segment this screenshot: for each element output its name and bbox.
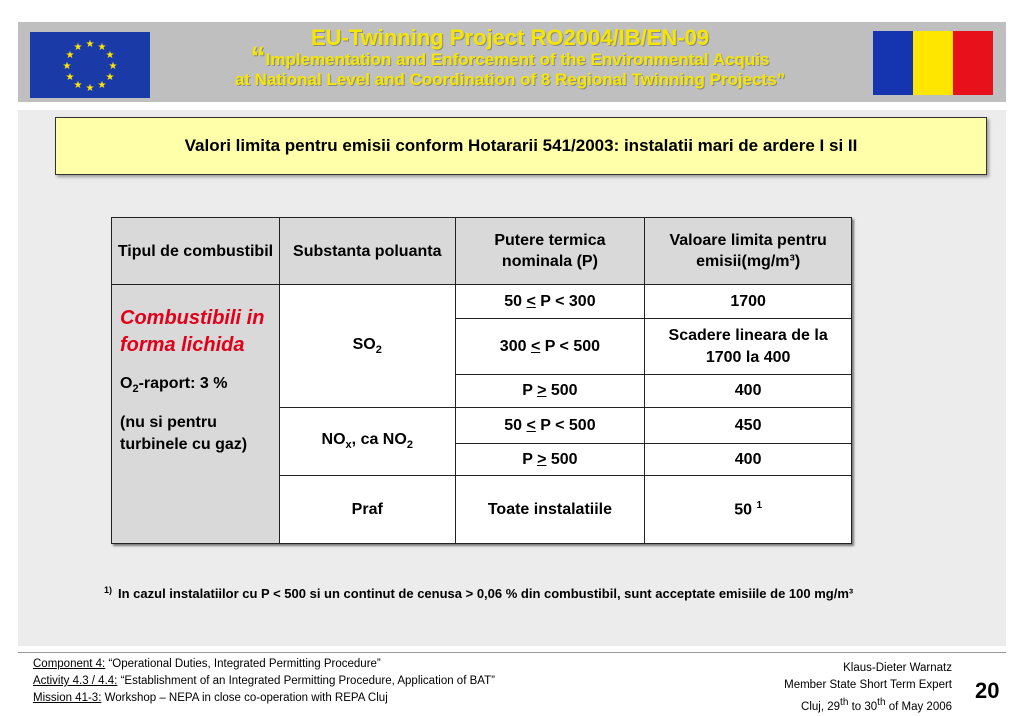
footer-divider bbox=[18, 652, 1006, 653]
limit-value: 50 $^1$ bbox=[645, 476, 852, 544]
header-title bbox=[160, 26, 860, 90]
header-fuel-type: Tipul de combustibil bbox=[112, 218, 280, 285]
romania-flag-icon bbox=[873, 31, 993, 95]
svg-text:★: ★ bbox=[97, 80, 107, 91]
limit-value: Scadere lineara de la 1700 la 400 bbox=[645, 319, 852, 375]
header-thermal-power: Putere termica nominala (P) bbox=[455, 218, 645, 285]
pollutant-dust: Praf bbox=[279, 476, 455, 544]
power-range: 50 < P < 300 bbox=[455, 285, 645, 319]
svg-text:★: ★ bbox=[85, 83, 95, 94]
power-range: 300 < P < 500 bbox=[455, 319, 645, 375]
footer-role: Member State Short Term Expert bbox=[784, 679, 952, 691]
power-range: P > 500 bbox=[455, 375, 645, 408]
svg-text:★: ★ bbox=[105, 50, 115, 61]
pollutant-nox: $NO_x$, ca $NO_2$ bbox=[279, 408, 455, 476]
footnote-mark: 1) bbox=[104, 585, 113, 595]
footer-mission: Mission 41-3: Workshop – NEPA in close co-operation with REPA Cluj bbox=[33, 692, 388, 704]
svg-text:★: ★ bbox=[97, 42, 107, 53]
emission-limits-table bbox=[111, 217, 852, 544]
gas-turbine-note: (nu si pentru turbinele cu gaz) bbox=[120, 414, 248, 454]
power-range: Toate instalatiile bbox=[455, 476, 645, 544]
project-title: EU-Twinning Project RO2004/IB/EN-09 bbox=[310, 25, 710, 50]
header-limit-value: Valoare limita pentru emisii(mg/m³) bbox=[645, 218, 852, 285]
svg-text:★: ★ bbox=[108, 61, 118, 72]
table-header-row bbox=[112, 218, 852, 285]
footnote bbox=[104, 580, 924, 604]
fuel-type-cell bbox=[112, 285, 280, 544]
limit-value: 400 bbox=[645, 444, 852, 476]
footer-component: Component 4: “Operational Duties, Integrated Permitting Procedure” bbox=[33, 658, 381, 670]
svg-text:★: ★ bbox=[62, 61, 72, 72]
limit-value: 400 bbox=[645, 375, 852, 408]
project-subtitle-2: at National Level and Coordination of 8 Regional Twinning Projects” bbox=[234, 70, 786, 89]
eu-flag-icon bbox=[30, 32, 150, 98]
footer-project-info bbox=[33, 656, 495, 707]
svg-text:★: ★ bbox=[65, 72, 75, 83]
footer-author-info bbox=[690, 660, 952, 716]
footer-author: Klaus-Dieter Warnatz bbox=[843, 662, 952, 674]
svg-text:★: ★ bbox=[73, 80, 83, 91]
page-number: 20 bbox=[975, 678, 1000, 703]
header-pollutant: Substanta poluanta bbox=[279, 218, 455, 285]
svg-text:★: ★ bbox=[85, 39, 95, 50]
power-range: P > 500 bbox=[455, 444, 645, 476]
power-range: 50 < P < 500 bbox=[455, 408, 645, 444]
footer-activity: Activity 4.3 / 4.4: “Establishment of an Integrated Permitting Procedure, Application of BAT” bbox=[33, 675, 495, 687]
fuel-type-label: Combustibili in forma lichida bbox=[120, 307, 265, 356]
limit-value: 450 bbox=[645, 408, 852, 444]
o2-ratio: $O_2$-raport: 3 % bbox=[120, 375, 228, 396]
footer-date: Cluj, 29th to 30th of May 2006 bbox=[801, 697, 952, 713]
svg-text:★: ★ bbox=[73, 42, 83, 53]
svg-text:★: ★ bbox=[105, 72, 115, 83]
limit-value: 1700 bbox=[645, 285, 852, 319]
project-subtitle: “Implementation and Enforcement of the Environmental Acquis bbox=[250, 41, 770, 74]
pollutant-so2: $SO_2$ bbox=[279, 285, 455, 408]
footnote-text: In cazul instalatiilor cu P < 500 si un continut de cenusa > 0,06 % din combustibil, sunt acceptate emisiile de 100 mg/m³ bbox=[118, 586, 854, 601]
svg-text:★: ★ bbox=[65, 50, 75, 61]
slide-subject: Valori limita pentru emisii conform Hotararii 541/2003: instalatii mari de ardere I si II bbox=[55, 117, 987, 175]
table-row bbox=[112, 285, 852, 319]
